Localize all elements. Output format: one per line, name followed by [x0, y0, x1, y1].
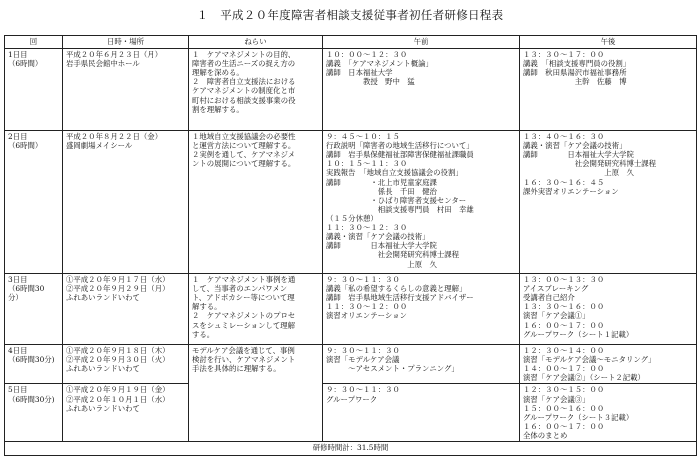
total-hours: 研修時間計：31.5時間	[5, 442, 697, 456]
cell-afternoon: １３：３０～１７：００ 講義 「相談支援専門員の役割」 講師 秋田県湯沢市福祉事務所 主幹 佐藤 博	[520, 49, 697, 131]
schedule-table	[4, 35, 697, 456]
cell-morning: １０：００～１２：３０ 講義 「ケアマネジメント概論」 講師 日本福祉大学 教授 野中 猛	[323, 49, 520, 131]
table-row	[5, 384, 697, 442]
header-morning: 午前	[323, 36, 520, 49]
cell-afternoon: １３：００～１３：３０ アイスブレーキング 受講者自己紹介 １３：３０～１６：００ 演習「ケア会議①」 １６：００～１７：００ グループワーク（シート１記載）	[520, 274, 697, 345]
cell-date: 平成２０年６月２３日（月） 岩手県民会館中ホール	[63, 49, 189, 131]
cell-afternoon: １２：３０～１５：００ 演習「ケア会議③」 １５：００～１６：００ グループワーク（シート３記載） １６：００～１７：００ 全体のまとめ	[520, 384, 697, 442]
cell-kai: 3日目 （6時間30 分）	[5, 274, 63, 345]
table-row	[5, 345, 697, 384]
cell-afternoon: １３：４０～１６：３０ 講義・演習「ケア会議の技術」 講師 日本福祉大学大学院 社会開発研究科博士課程 上原 久 １６：３０～１６：４５ 課外実習オリエンテーション	[520, 131, 697, 274]
cell-aim: モデルケア会議を通じて、事例 検討を行い、ケアマネジメント 手法を具体的に理解する。	[189, 345, 323, 442]
cell-morning: ９：３０～１１：３０ グループワーク	[323, 384, 520, 442]
cell-aim: １地域自立支援協議会の必要性 と運営方法について理解する。 ２実例を通して、ケアマネジメ ントの展開について理解する。	[189, 131, 323, 274]
cell-date: 平成２０年８月２２日（金） 盛岡劇場メイシール	[63, 131, 189, 274]
header-kai: 回	[5, 36, 63, 49]
header-row	[5, 36, 697, 49]
header-aim: ねらい	[189, 36, 323, 49]
cell-kai: 4日目 （6時間30分)	[5, 345, 63, 384]
page-title: １ 平成２０年度障害者相談支援従事者初任者研修日程表	[196, 8, 504, 22]
cell-morning: ９：３０～１１：３０ 演習「モデルケア会議 ～アセスメント・プランニング」	[323, 345, 520, 384]
header-afternoon: 午後	[520, 36, 697, 49]
header-date-place: 日時・場所	[63, 36, 189, 49]
cell-kai: 1日目 （6時間）	[5, 49, 63, 131]
table-row	[5, 49, 697, 131]
total-row	[5, 442, 697, 456]
table-row	[5, 274, 697, 345]
cell-afternoon: １２：３０～１４：００ 演習「モデルケア会議～モニタリング」 １４：００～１７：００ 演習「ケア会議②」（シート２記載）	[520, 345, 697, 384]
cell-date: ①平成２０年９月１７日（水） ②平成２０年９月２９日（月） ふれあいランドいわて	[63, 274, 189, 345]
table-row	[5, 131, 697, 274]
cell-morning: ９：３０～１１：３０ 講義「私の希望するくらしの意義と理解」 講師 岩手県地域生活移行支援アドバイザー １１：３０～１２：００ 演習オリエンテーション	[323, 274, 520, 345]
cell-aim: １ ケアマネジメント事例を通 して、当事者のエンパワメン ト、アドボカシー等について理 解する。 ２ ケアマネジメントのプロセ スをシュミレーションして理解 する。	[189, 274, 323, 345]
cell-morning: ９：４５～１０：１５ 行政説明「障害者の地域生活移行について」 講師 岩手県保健福祉部障害保健福祉課職員 １０：１５～１１：３０ 実践報告 「地域自立支援協議会の役割」 講師 ・北上市児童家庭課 係長 千田 健治 ・ひばり障害者支援センター 相談支援専門員 村田 幸雄 （１５分休憩） １１：３０～１２：３０ 講義・演習「ケア会議の技術」 講師 日本福祉大学大学院 社会開発研究科博士課程 上原 久	[323, 131, 520, 274]
cell-kai: 2日目 （6時間）	[5, 131, 63, 274]
cell-kai: 5日目 （6時間30分)	[5, 384, 63, 442]
cell-date: ①平成２０年９月１９日（金） ②平成２０年１０月１日（水） ふれあいランドいわて	[63, 384, 189, 442]
cell-aim: １ ケアマネジメントの目的、 障害者の生活ニーズの捉え方の 理解を深める。 ２ 障害者自立支援法における ケアマネジメントの制度化と市 町村における相談支援事業の役 割を理解する。	[189, 49, 323, 131]
cell-date: ①平成２０年９月１８日（木） ②平成２０年９月３０日（火） ふれあいランドいわて	[63, 345, 189, 384]
